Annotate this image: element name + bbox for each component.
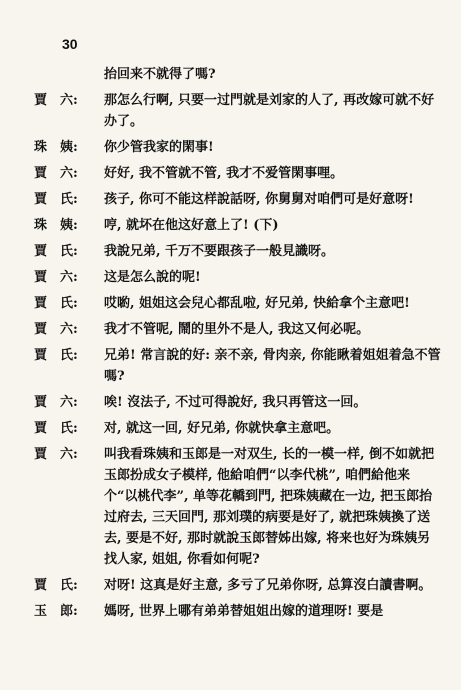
speech-text: 哼, 就坏在他这好意上了! (下) [104, 218, 279, 233]
speech-text: 哎喲, 姐姐这会兒心都乱啦, 好兄弟, 快給拿个主意吧! [104, 296, 410, 311]
dialogue-line [34, 90, 442, 132]
speaker-name: 珠 姨: [34, 218, 78, 233]
dialogue-line [34, 137, 442, 158]
speaker-name: 賈 六: [34, 395, 78, 410]
speaker-name: 玉 郎: [34, 604, 78, 619]
dialogue-line [34, 345, 442, 387]
speech-text: 叫我看珠姨和玉郎是一对双生, 长的一模一样, 倒不如就把玉郎扮成女子模样, 他給咱們“以李代桃”, 咱們給他来个“以桃代李”, 单等花轎到門, 把珠姨藏在一边, 把玉郎抬过府去, 三天回門, 那刘璞的病要是好了, 就把珠姨換了送去, 要是不好, 那时就說玉郎替姊出嫁, 将来也好为珠姨另找人家, 姐姐, 你看如何呢? [104, 447, 435, 567]
speaker-name: 賈 六: [34, 270, 78, 285]
speaker-name: 賈 氏: [34, 348, 78, 363]
speech-text: 我才不管呢, 鬧的里外不是人, 我这又何必呢。 [104, 322, 370, 337]
speech-text: 媽呀, 世界上哪有弟弟替姐姐出嫁的道理呀! 要是 [104, 604, 384, 619]
speaker-name: 賈 氏: [34, 421, 78, 436]
speech-text: 那怎么行啊, 只要一过門就是刘家的人了, 再改嫁可就不好办了。 [104, 93, 435, 129]
dialogue-line [34, 163, 442, 184]
speech-text: 好好, 我不管就不管, 我才不爱管閑事哩。 [104, 166, 344, 181]
speech-text: 兄弟! 常言說的好: 亲不亲, 骨肉亲, 你能瞅着姐姐着急不管嗎? [104, 348, 441, 384]
dialogue-line [34, 241, 442, 262]
speaker-name: 賈 六: [34, 166, 78, 181]
speaker-name: 賈 氏: [34, 296, 78, 311]
dialogue-line [34, 601, 442, 622]
speaker-name: 賈 六: [34, 93, 78, 108]
speaker-name: 賈 氏: [34, 578, 78, 593]
speaker-name: 珠 姨: [34, 140, 78, 155]
page-number: 30 [62, 36, 78, 52]
speaker-name: 賈 六: [34, 322, 78, 337]
script-text [34, 64, 442, 627]
dialogue-line [34, 215, 442, 236]
speaker-name: 賈 六: [34, 447, 78, 462]
speech-text: 你少管我家的閑事! [104, 140, 214, 155]
dialogue-line [34, 575, 442, 596]
speech-text: 抬回来不就得了嗎? [104, 67, 216, 82]
dialogue-line [34, 64, 442, 85]
speech-text: 我說兄弟, 千万不要跟孩子一般見識呀。 [104, 244, 335, 259]
dialogue-line [34, 418, 442, 439]
speech-text: 唉! 沒法子, 不过可得說好, 我只再管这一回。 [104, 395, 367, 410]
dialogue-line [34, 267, 442, 288]
speaker-name: 賈 氏: [34, 244, 78, 259]
dialogue-line [34, 319, 442, 340]
speech-text: 孩子, 你可不能这样說話呀, 你舅舅对咱們可是好意呀! [104, 192, 414, 207]
dialogue-line [34, 392, 442, 413]
dialogue-line [34, 189, 442, 210]
speech-text: 对, 就这一回, 好兄弟, 你就快拿主意吧。 [104, 421, 340, 436]
speaker-name: 賈 氏: [34, 192, 78, 207]
dialogue-line [34, 444, 442, 570]
speech-text: 这是怎么說的呢! [104, 270, 201, 285]
dialogue-line [34, 293, 442, 314]
speech-text: 对呀! 这真是好主意, 多亏了兄弟你呀, 总算沒白讀書啊。 [104, 578, 432, 593]
